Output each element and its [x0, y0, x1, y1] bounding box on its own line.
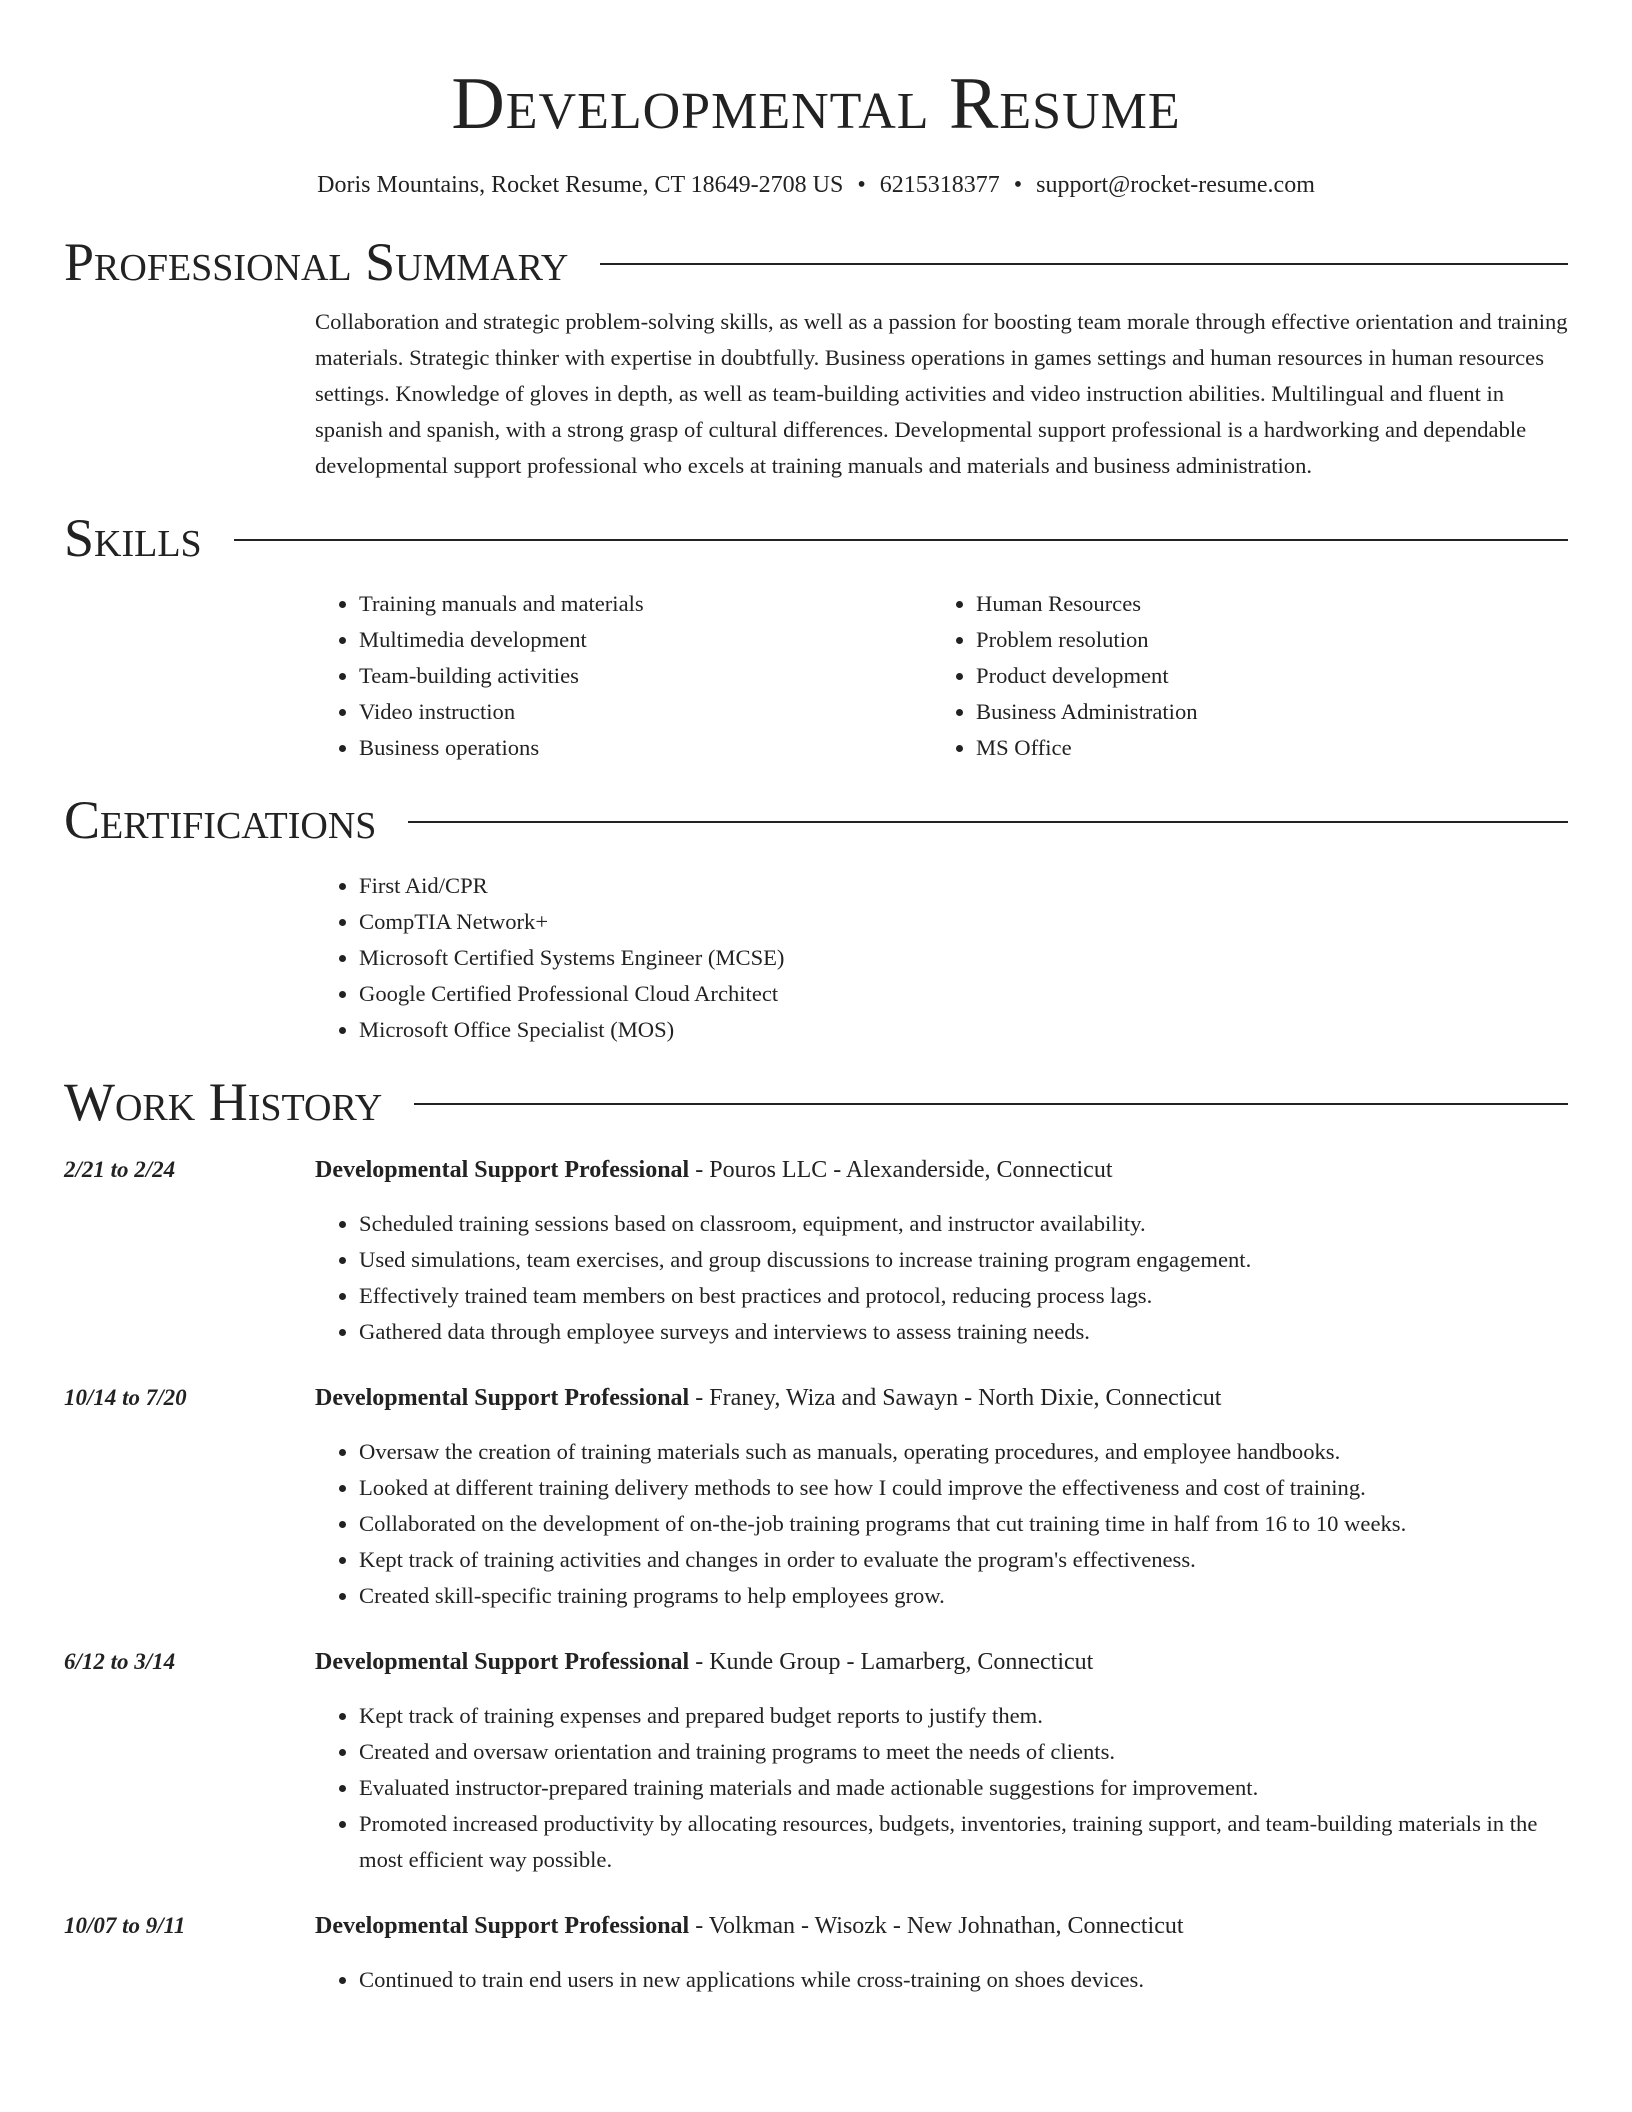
certification-item: • Microsoft Certified Systems Engineer (MCSE): [359, 940, 1568, 976]
job-duties: [315, 1962, 1568, 1998]
job-title: Developmental Support Professional: [315, 1913, 690, 1939]
job-duty: • Created skill-specific training programs to help employees grow.: [359, 1578, 1568, 1614]
job-header: [64, 1152, 1568, 1188]
section-divider: [600, 263, 1568, 265]
job-duties-list: [315, 1962, 1568, 1998]
certification-item: • Google Certified Professional Cloud Architect: [359, 976, 1568, 1012]
section-divider: [408, 821, 1568, 823]
summary-text: Collaboration and strategic problem-solving skills, as well as a passion for boosting team morale through effective orientation and training materials. Strategic thinker with expertise in doubtfully. Business operations in games settings and human resources in human resources settings. Knowledge of gloves in depth, as well as team-building activities and video instruction abilities. Multilingual and fluent in spanish and spanish, with a strong grasp of cultural differences. Developmental support professional is a hardworking and dependable developmental support professional who excels at training manuals and materials and business administration.: [315, 309, 1568, 478]
skill-item: • Product development: [976, 658, 1549, 694]
job-title: Developmental Support Professional: [315, 1385, 690, 1411]
skill-item: • Problem resolution: [976, 622, 1549, 658]
skills-column-right: [932, 586, 1549, 766]
certification-item: • First Aid/CPR: [359, 868, 1568, 904]
skill-item: • Training manuals and materials: [359, 586, 932, 622]
job-duty: • Promoted increased productivity by allocating resources, budgets, inventories, training support, and team-building materials in the most efficient way possible.: [359, 1806, 1568, 1878]
job-duty: • Effectively trained team members on best practices and protocol, reducing process lags.: [359, 1278, 1568, 1314]
summary-section-header: [64, 230, 1568, 294]
skill-item: • Human Resources: [976, 586, 1549, 622]
contact-separator: •: [857, 172, 866, 198]
skill-item: • Business Administration: [976, 694, 1549, 730]
job-duties-list: [315, 1698, 1568, 1878]
skill-item: • Video instruction: [359, 694, 932, 730]
job-duty: • Collaborated on the development of on-the-job training programs that cut training time in half from 16 to 10 weeks.: [359, 1506, 1568, 1542]
job-dates: 10/07 to 9/11: [64, 1913, 186, 1938]
job-employer: - Franey, Wiza and Sawayn - North Dixie, Connecticut: [689, 1385, 1222, 1411]
certifications-heading: Certifications: [64, 790, 377, 850]
contact-line: [64, 170, 1568, 200]
contact-address: Doris Mountains, Rocket Resume, CT 18649-2708 US: [317, 172, 844, 198]
resume-name: Developmental Resume: [451, 63, 1181, 145]
skills-column-left: [315, 586, 932, 766]
contact-email: support@rocket-resume.com: [1036, 172, 1315, 198]
job-duties: [315, 1434, 1568, 1614]
job-duty: • Kept track of training expenses and prepared budget reports to justify them.: [359, 1698, 1568, 1734]
certifications-block: [315, 868, 1568, 1048]
job-heading: [315, 1380, 1221, 1416]
job-entry: [64, 1152, 1568, 1350]
job-employer: - Pouros LLC - Alexanderside, Connecticut: [689, 1157, 1113, 1183]
skill-item: • Business operations: [359, 730, 932, 766]
job-duty: • Created and oversaw orientation and training programs to meet the needs of clients.: [359, 1734, 1568, 1770]
job-duty: • Kept track of training activities and changes in order to evaluate the program's effectiveness.: [359, 1542, 1568, 1578]
certifications-section-header: [64, 788, 1568, 852]
job-heading: [315, 1152, 1112, 1188]
certifications-list: [315, 868, 1568, 1048]
job-header: [64, 1380, 1568, 1416]
certification-item: • CompTIA Network+: [359, 904, 1568, 940]
job-heading: [315, 1908, 1184, 1944]
job-title: Developmental Support Professional: [315, 1649, 690, 1675]
skill-item: • Multimedia development: [359, 622, 932, 658]
skills-heading: Skills: [64, 508, 202, 568]
job-header: [64, 1644, 1568, 1680]
job-dates: 6/12 to 3/14: [64, 1649, 176, 1674]
job-employer: - Kunde Group - Lamarberg, Connecticut: [689, 1649, 1094, 1675]
job-entry: [64, 1380, 1568, 1614]
skill-item: • MS Office: [976, 730, 1549, 766]
skills-list-right: [932, 586, 1549, 766]
job-duties-list: [315, 1206, 1568, 1350]
certification-item: • Microsoft Office Specialist (MOS): [359, 1012, 1568, 1048]
job-header: [64, 1908, 1568, 1944]
skill-item: • Team-building activities: [359, 658, 932, 694]
work-heading: Work History: [64, 1072, 383, 1132]
job-duty: • Gathered data through employee surveys and interviews to assess training needs.: [359, 1314, 1568, 1350]
section-divider: [414, 1103, 1568, 1105]
work-section-header: [64, 1070, 1568, 1134]
job-entry: [64, 1908, 1568, 1998]
contact-phone: 6215318377: [879, 172, 1000, 198]
job-duty: • Evaluated instructor-prepared training materials and made actionable suggestions for improvement.: [359, 1770, 1568, 1806]
job-duty: • Oversaw the creation of training materials such as manuals, operating procedures, and employee handbooks.: [359, 1434, 1568, 1470]
job-heading: [315, 1644, 1093, 1680]
job-duties-list: [315, 1434, 1568, 1614]
job-employer: - Volkman - Wisozk - New Johnathan, Connecticut: [689, 1913, 1184, 1939]
contact-separator: •: [1013, 172, 1023, 198]
job-entry: [64, 1644, 1568, 1878]
skills-list-left: [315, 586, 932, 766]
job-dates: 2/21 to 2/24: [64, 1157, 176, 1182]
job-duty: • Looked at different training delivery methods to see how I could improve the effectiveness and cost of training.: [359, 1470, 1568, 1506]
skills-grid: [315, 586, 1568, 766]
summary-heading: Professional Summary: [64, 232, 569, 292]
job-duty: • Used simulations, team exercises, and group discussions to increase training program engagement.: [359, 1242, 1568, 1278]
job-duties: [315, 1206, 1568, 1350]
job-duty: • Continued to train end users in new applications while cross-training on shoes devices.: [359, 1962, 1568, 1998]
job-duty: • Scheduled training sessions based on classroom, equipment, and instructor availability.: [359, 1206, 1568, 1242]
job-dates: 10/14 to 7/20: [64, 1385, 187, 1410]
skills-section-header: [64, 506, 1568, 570]
job-duties: [315, 1698, 1568, 1878]
job-title: Developmental Support Professional: [315, 1157, 690, 1183]
section-divider: [234, 539, 1568, 541]
